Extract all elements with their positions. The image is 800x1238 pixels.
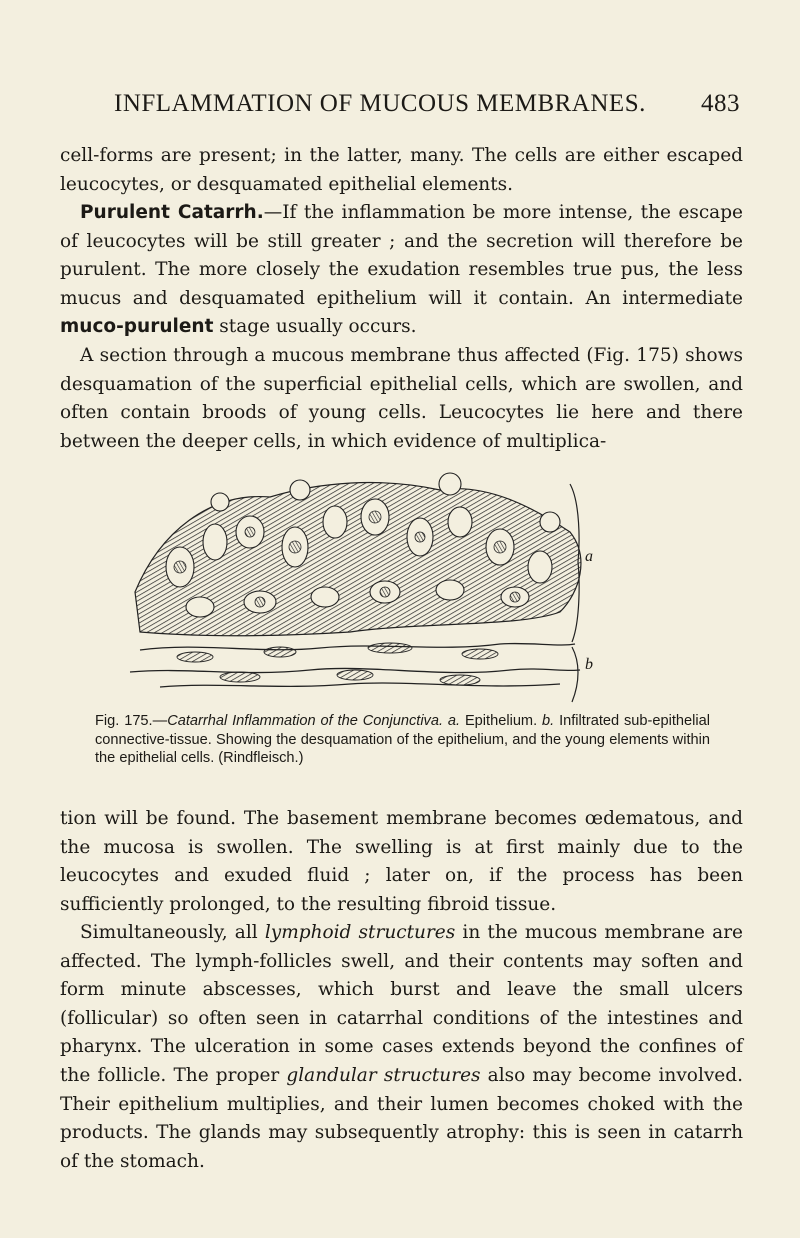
caption-b-letter: b. [542, 713, 555, 729]
paragraph-5-text-a: Simultaneously, all [80, 922, 265, 943]
paragraph-5-text-b: in the mucous membrane are affected. The lymph-follicles swell, and their contents may soften and form minute abscesses, which burst and leave the small ulcers (follicular) so often seen in catarrhal conditions of the intestines and pharynx. The ulceration in some cases extends beyond the confines of the follicle. The proper [60, 922, 743, 1086]
bold-term: muco-purulent [60, 316, 214, 338]
italic-term-lymphoid: lymphoid structures [264, 922, 456, 943]
running-title: INFLAMMATION OF MUCOUS MEMBRANES. [114, 90, 646, 117]
paragraph-5 [60, 919, 743, 1176]
paragraph-2-text-a: —If the inflammation be more intense, the escape of leucocytes will be still greater ; and the secretion will therefore be purulent. The more closely the exudation resembles true pus, the less mucus and desquamated epithelium will it contain. An intermediate [60, 202, 743, 309]
caption-b-text: Infiltrated sub-epithelial connective-tissue. Showing the desquamation of the epithelium, and the young elements within the epithelial cells. (Rindfleisch.) [95, 713, 710, 766]
paragraph-4-text: tion will be found. The basement membrane becomes œdematous, and the mucosa is swollen. The swelling is at first mainly due to the leucocytes and exuded fluid ; later on, if the process has been sufficiently prolonged, to the resulting fibroid tissue. [60, 808, 743, 915]
paragraph-5-text-c: also may become involved. Their epithelium multiplies, and their lumen becomes choked with the products. The glands may subsequently atrophy: this is seen in catarrh of the stomach. [60, 1064, 743, 1172]
paragraph-3 [60, 342, 743, 456]
caption-a-letter: a. [447, 713, 461, 729]
caption-prefix: Fig. 175.— [95, 713, 168, 729]
paragraph-3-text: A section through a mucous membrane thus affected (Fig. 175) shows desquamation of the superficial epithelial cells, which are swollen, and often contain broods of young cells. Leucocytes lie here and there between the deeper cells, in which evidence of multiplica- [60, 345, 743, 452]
paragraph-2-text-b: stage usually occurs. [213, 316, 417, 338]
paragraph-4 [60, 805, 743, 919]
page-header [80, 90, 740, 122]
page-number: 483 [701, 90, 740, 117]
figure-label-b: b [585, 656, 593, 673]
italic-term-glandular: glandular structures [286, 1064, 481, 1086]
caption-title: Catarrhal Inflammation of the Conjunctiva. [167, 713, 444, 729]
histology-illustration [120, 472, 620, 702]
figure-label-a: a [585, 548, 593, 565]
figure-caption [95, 712, 710, 768]
section-heading: Purulent Catarrh. [80, 202, 264, 223]
caption-a-text: Epithelium. [460, 713, 538, 729]
paragraph-1-text: cell-forms are present; in the latter, many. The cells are either escaped leucocytes, or desquamated epithelial elements. [60, 145, 743, 195]
paragraph-1 [60, 142, 743, 199]
paragraph-purulent-catarrh [60, 199, 743, 342]
